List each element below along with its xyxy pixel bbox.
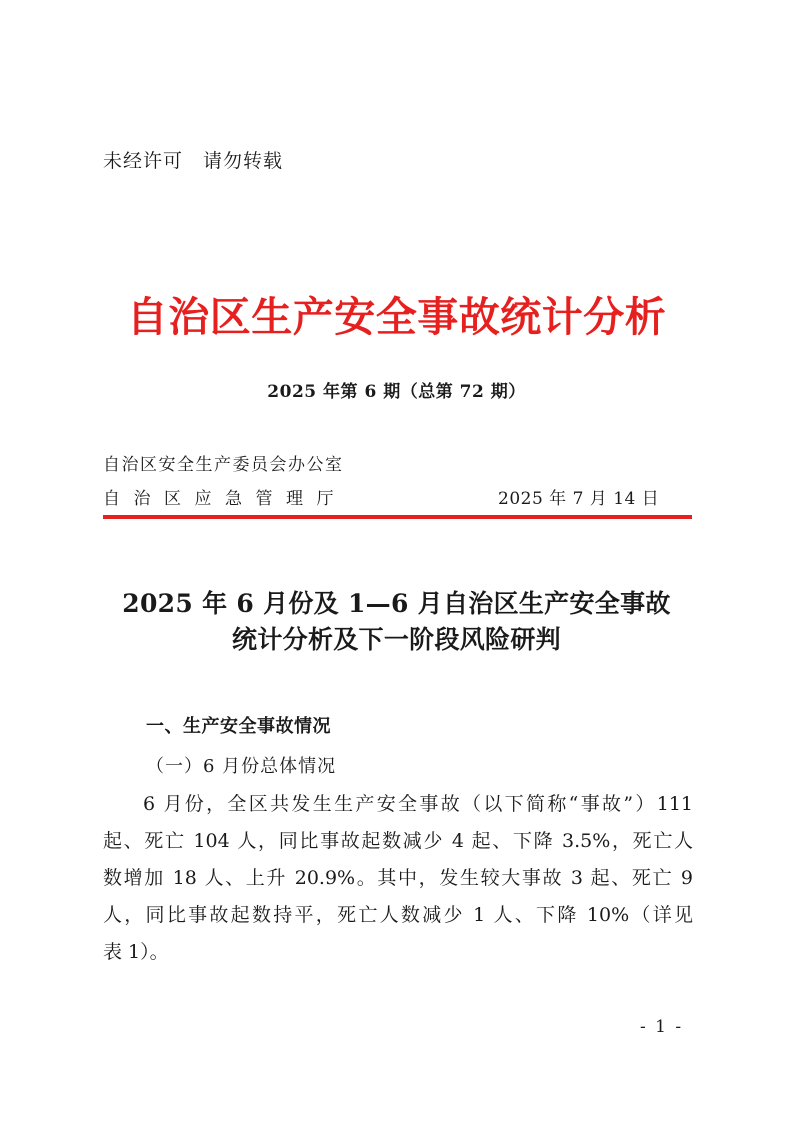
paragraph-line: 数增加 18 人、上升 20.9%。其中，发生较大事故 3 起、死亡 9 <box>103 867 693 889</box>
section-heading: 一、生产安全事故情况 <box>146 716 331 737</box>
document-title-line-1: 2025 年 6 月份及 1—6 月自治区生产安全事故 <box>122 589 671 618</box>
document-title-line-2: 统计分析及下一阶段风险研判 <box>232 625 561 654</box>
subsection-heading: （一）6 月份总体情况 <box>146 756 337 777</box>
issuer-committee-office: 自治区安全生产委员会办公室 <box>103 455 344 475</box>
issuer-emergency-department: 自治区应急管理厅 <box>103 489 347 509</box>
red-header-rule <box>103 515 692 519</box>
page-number: - 1 - <box>640 1017 684 1037</box>
paragraph-line: 人，同比事故起数持平，死亡人数减少 1 人、下降 10%（详见 <box>103 904 693 926</box>
masthead-title: 自治区生产安全事故统计分析 <box>126 293 667 341</box>
paragraph-line: 表 1）。 <box>103 941 169 963</box>
issue-number: 2025 年第 6 期（总第 72 期） <box>267 382 526 402</box>
reprint-notice: 未经许可 请勿转载 <box>103 150 284 172</box>
body-paragraph <box>103 786 693 971</box>
issue-date: 2025 年 7 月 14 日 <box>498 489 660 509</box>
paragraph-line: 起、死亡 104 人，同比事故起数减少 4 起、下降 3.5%，死亡人 <box>103 830 693 852</box>
paragraph-line: 6 月份，全区共发生生产安全事故（以下简称“事故”）111 <box>143 793 693 815</box>
